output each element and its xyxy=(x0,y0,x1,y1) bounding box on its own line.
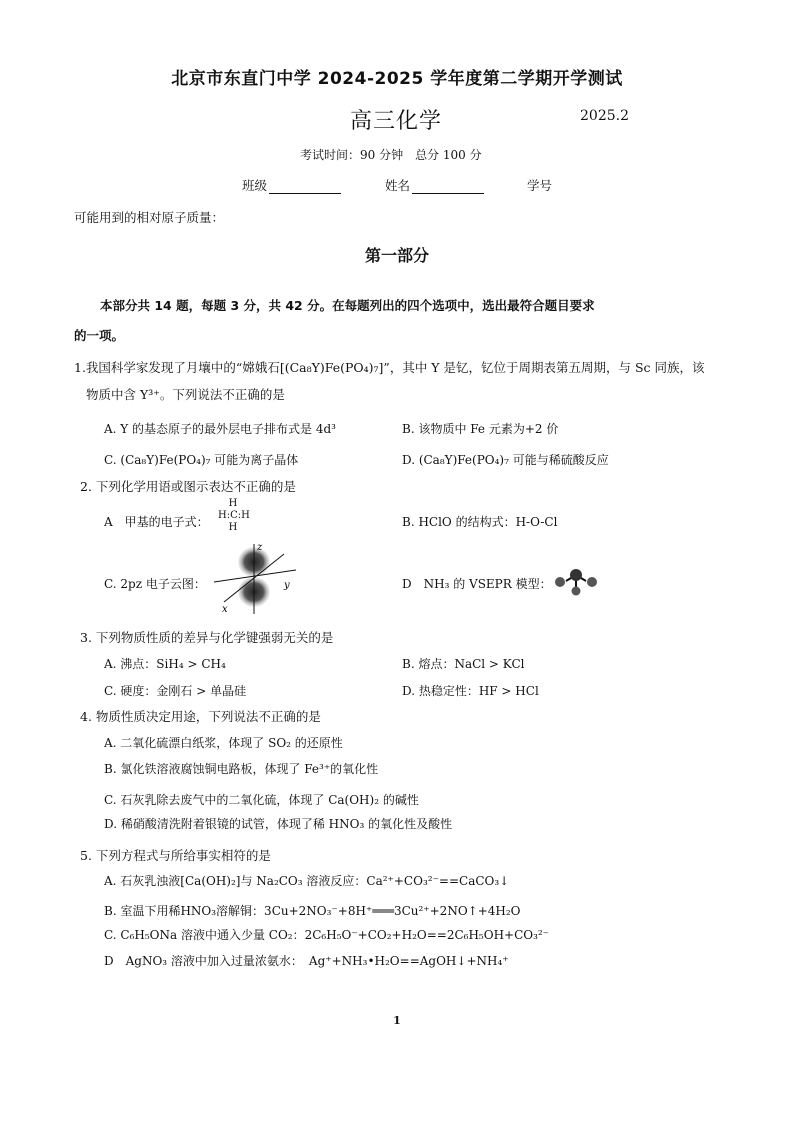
question-1-option-b: B. 该物质中 Fe 元素为+2 价 xyxy=(402,422,559,436)
question-3-option-c: C. 硬度：金刚石 > 单晶硅 xyxy=(104,684,247,698)
exam-info: 考试时间：90 分钟 总分 100 分 xyxy=(300,148,482,162)
number-label: 学号 xyxy=(527,178,553,193)
axis-x-label: x xyxy=(222,604,228,615)
question-4-option-b: B. 氯化铁溶液腐蚀铜电路板，体现了 Fe³⁺的氧化性 xyxy=(104,762,379,776)
question-2-option-d: D NH₃ 的 VSEPR 模型： xyxy=(402,577,552,591)
name-label: 姓名 xyxy=(385,178,411,193)
page-number: 1 xyxy=(393,1014,401,1027)
hydrogen-ball-bottom xyxy=(572,587,581,596)
question-5-option-c: C. C₆H₅ONa 溶液中通入少量 CO₂：2C₆H₅O⁻+CO₂+H₂O==2C₆H₅OH+CO₃²⁻ xyxy=(104,928,550,942)
nitrogen-ball xyxy=(570,569,582,581)
methyl-center: H:C:H xyxy=(218,510,250,521)
question-4-line-1: 4. 物质性质决定用途，下列说法不正确的是 xyxy=(80,709,321,724)
methyl-h-bottom: H xyxy=(228,522,238,533)
class-label: 班级 xyxy=(242,178,268,193)
part-title: 第一部分 xyxy=(364,246,429,265)
question-1-option-c: C. (Ca₈Y)Fe(PO₄)₇ 可能为离子晶体 xyxy=(104,453,299,467)
class-field xyxy=(242,176,341,194)
question-5-option-d: D AgNO₃ 溶液中加入过量浓氨水： Ag⁺+NH₃•H₂O==AgOH↓+NH₄⁺ xyxy=(104,954,509,968)
question-1-option-a: A. Y 的基态原子的最外层电子排布式是 4d³ xyxy=(104,422,336,436)
question-1-line-1: 1.我国科学家发现了月壤中的“嫦娥石[(Ca₈Y)Fe(PO₄)₇]”，其中 Y 是钇，钇位于周期表第五周期，与 Sc 同族，该 xyxy=(74,360,705,375)
question-2-option-b: B. HClO 的结构式：H-O-Cl xyxy=(402,515,558,529)
name-blank xyxy=(412,181,484,194)
question-4-option-a: A. 二氧化硫漂白纸浆，体现了 SO₂ 的还原性 xyxy=(104,736,343,750)
question-4-option-d: D. 稀硝酸清洗附着银镜的试管，体现了稀 HNO₃ 的氧化性及酸性 xyxy=(104,817,453,831)
exam-date: 2025.2 xyxy=(580,108,629,124)
question-2-option-c: C. 2pz 电子云图： xyxy=(104,577,206,591)
question-3-option-b: B. 熔点：NaCl > KCl xyxy=(402,657,525,671)
instruction-line-2: 的一项。 xyxy=(74,328,125,343)
question-5-option-a: A. 石灰乳浊液[Ca(OH)₂]与 Na₂CO₃ 溶液反应：Ca²⁺+CO₃²⁻==CaCO₃↓ xyxy=(104,874,510,888)
question-3-option-a: A. 沸点：SiH₄ > CH₄ xyxy=(104,657,226,671)
number-field xyxy=(527,176,552,194)
question-5-line-1: 5. 下列方程式与所给事实相符的是 xyxy=(80,848,271,863)
hydrogen-ball-left xyxy=(555,577,565,587)
axis-y-label: y xyxy=(284,580,290,591)
question-2-option-a: A 甲基的电子式： xyxy=(104,515,209,529)
instruction-line-1: 本部分共 14 题，每题 3 分，共 42 分。在每题列出的四个选项中，选出最符合题目要求 xyxy=(100,298,595,313)
2pz-orbital-diagram xyxy=(210,540,300,616)
question-3-option-d: D. 热稳定性：HF > HCl xyxy=(402,684,539,698)
methyl-electron-formula xyxy=(218,498,248,534)
class-blank xyxy=(269,181,341,194)
atomic-mass-note: 可能用到的相对原子质量： xyxy=(74,210,225,225)
question-2-line-1: 2. 下列化学用语或图示表达不正确的是 xyxy=(80,479,296,494)
exam-title: 北京市东直门中学 2024-2025 学年度第二学期开学测试 xyxy=(171,69,623,89)
name-field xyxy=(385,176,484,194)
question-4-option-c: C. 石灰乳除去废气中的二氧化硫，体现了 Ca(OH)₂ 的碱性 xyxy=(104,793,419,807)
hydrogen-ball-right xyxy=(587,577,597,587)
question-5-option-b: B. 室温下用稀HNO₃溶解铜：3Cu+2NO₃⁻+8H⁺═══3Cu²⁺+2NO↑+4H₂O xyxy=(104,904,521,918)
methyl-h-top: H xyxy=(228,498,238,509)
question-3-line-1: 3. 下列物质性质的差异与化学键强弱无关的是 xyxy=(80,630,334,645)
question-1-line-2: 物质中含 Y³⁺。下列说法不正确的是 xyxy=(86,387,285,402)
nh3-vsepr-model xyxy=(552,566,600,596)
subject-title: 高三化学 xyxy=(350,109,443,134)
axis-z-label: z xyxy=(257,542,263,553)
question-1-option-d: D. (Ca₈Y)Fe(PO₄)₇ 可能与稀硫酸反应 xyxy=(402,453,609,467)
